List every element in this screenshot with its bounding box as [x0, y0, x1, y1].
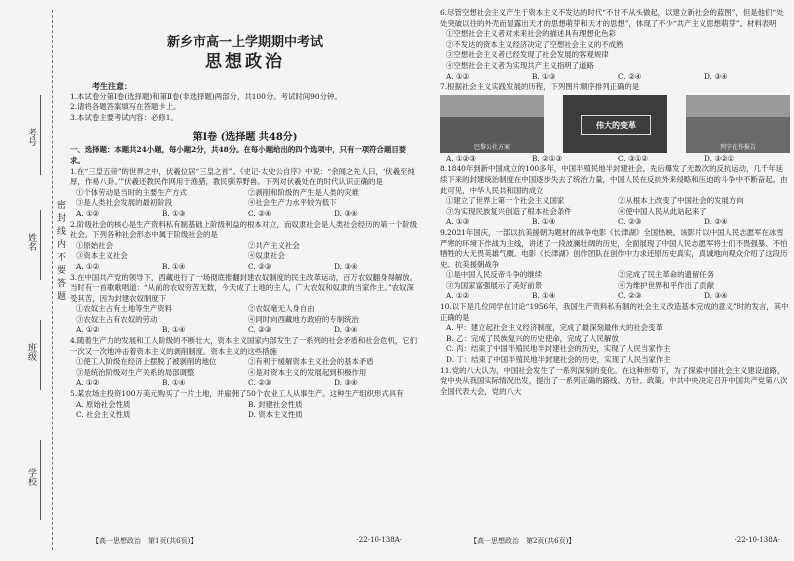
option: ④社会生产力水平较为低下 [248, 198, 337, 208]
choice-d: D. ③④ [704, 291, 728, 301]
choice-b: B. 乙：完成了民族复兴的历史使命，完成了人民解放 [446, 333, 619, 343]
question-11-stem: 11.党的八大认为，中国社会发生了一系列深刻的变化。在这种形势下，为了探索中国社会主义建设道路，党中央从我国实际情况出发，提出了一系列正确的路线、方针、政策。中共中央决定召开中国共产党第八次全国代表大会，党的八大 [440, 365, 788, 396]
choice-c: C. ③①② [618, 153, 648, 163]
choice-b: B. ①④ [162, 378, 186, 388]
choice-d: D. ②④ [704, 217, 728, 227]
photo-paris-commune: 巴黎公社方案 [440, 95, 544, 153]
choice-a: A. ①② [76, 378, 100, 388]
choice-c: C. ②③ [248, 378, 272, 388]
part1-title: 第Ⅰ卷 (选择题 共48分) [192, 132, 298, 144]
choice-c: C. ②③ [248, 325, 272, 335]
option: ③为国家富强展示了美好前景 [446, 280, 543, 290]
choice-b: B. ①④ [532, 217, 556, 227]
binding-margin [0, 0, 67, 561]
choice-d: D. 资本主义性质 [248, 410, 303, 420]
choice-c: C. ②④ [618, 71, 642, 81]
choice-c: C. 丙：结束了中国半殖民地半封建社会的历史，实现了人民当家作主 [446, 344, 671, 354]
footer-code: ·22-10-138A· [734, 536, 780, 544]
choice-a: A. ①② [76, 261, 100, 271]
option: ④奴隶社会 [248, 251, 285, 261]
choice-a: A. 原始社会性质 [76, 399, 131, 409]
option: ③农奴主占有农奴的劳动 [76, 314, 158, 324]
page-1 [70, 8, 420, 421]
question-6-stem: 6.尽管空想社会主义产生于资本主义不发达的时代“不甘不从头做起，以建立新社会的蓝图”，但是他们“处处突破以往的外壳而显露出天才的思想萌芽和天才的思想”，体现了不少“共产主义思想萌芽”。材料表明 [440, 8, 784, 28]
choice-b: B. ②①③ [532, 153, 563, 163]
choice-b: B. ①④ [162, 261, 186, 271]
choice-d: D. 丁：结束了中国半殖民地半封建社会的历史，实现了人民当家作主 [446, 355, 671, 365]
option: ④是对资本主义的发展起到积极作用 [248, 367, 367, 377]
question-10-stem: 10.以下是几位同学在讨论“1956年，我国生产资料私有制的社会主义改造基本完成的意义”时的发言，其中正确的是 [440, 302, 789, 322]
option: ④空想社会主义者为实现共产主义指明了道路 [446, 60, 594, 70]
choice-a: A. ①② [446, 291, 470, 301]
note-item: 3.本试卷主要考试内容：必修1。 [70, 112, 178, 122]
choice-d: D. ③④ [334, 325, 358, 335]
photo-great-change: 伟大的变革 [563, 95, 667, 153]
question-7-images [440, 95, 790, 153]
note-item: 2.请将各题答案填写在答题卡上。 [70, 102, 181, 112]
choice-c: C. ②③ [618, 291, 642, 301]
option: ②有利于缓解资本主义社会的基本矛盾 [248, 357, 374, 367]
exam-title: 新乡市高一上学期期中考试 [166, 35, 323, 50]
question-4-stem: 4.随着生产力的发展和工人阶级的不断壮大，资本主义国家内部发生了一系列的社会矛盾和社会危机，它们一次又一次地冲击着资本主义的剥削制度。资本主义的这些措施 [70, 336, 418, 356]
question-1-choices [70, 209, 420, 220]
school-label: 学校 [28, 469, 38, 488]
option: ③是人类社会发展的最初阶段 [76, 198, 173, 208]
option: ②剥削和阶级的产生是人类的灾难 [248, 187, 359, 197]
question-1-stem: 1.在“三皇五帝”的世界之中，伏羲位居“三皇之首”。《史记·太史公自序》中说：“余闻之先人曰，‘伏羲至纯厚，作易八卦。’”伏羲还教民作网用于渔猎，教民驯养野兽。下列对伏羲处在的时代认识正确的是 [70, 166, 415, 187]
option: ①个体劳动是当时的主要生产方式 [76, 187, 187, 197]
option: ②完成了民主革命的遗留任务 [618, 270, 715, 280]
choice-a: A. ①② [76, 325, 100, 335]
page-1-footer [92, 536, 402, 546]
choice-a: A. ①②③ [446, 153, 476, 163]
question-8-stem: 8.1840年到新中国成立的100多年，中国半殖民地半封建社会，先后爆发了无数次的反抗运动，几千年延续下来的封建统治制度在中国逐步失去了统治力量，中国人民在反抗外来侵略和压迫的斗争中不断奋起。由此可见，中华人民共和国的成立 [440, 164, 788, 195]
question-9-stem: 9.2021年国庆，一部以抗美援朝为题材的战争电影《长津湖》全国热映。该影片以中国人民志愿军在冰雪严寒的环境下作战为主线，讲述了一段波澜壮阔的历史，全面展现了中国人民志愿军将士们不畏强暴、不怕牺牲的大无畏英雄气概。电影《长津湖》创作团队在创作中力求还原历史真实，真诚地向观众介绍了这段历史。抗美援朝战争 [440, 227, 788, 269]
choice-b: B. 封建社会性质 [248, 399, 303, 409]
option: ①建立了世界上第一个社会主义国家 [446, 196, 565, 206]
option: ②从根本上改变了中国社会的发展方向 [618, 196, 744, 206]
choice-b: B. ①④ [162, 325, 186, 335]
notes-heading: 考生注意： [92, 81, 132, 91]
footer-page-label: 【高一思想政治 第1页(共6页)】 [92, 537, 198, 545]
option: ③空想社会主义者已经发现了社会发展的客观规律 [446, 50, 609, 60]
choice-c: C. ②③ [248, 261, 272, 271]
option: ④为维护世界和平作出了贡献 [618, 280, 715, 290]
question-3-stem: 3.在中国共产党的领导下，西藏进行了一场彻底推翻封建农奴制度的民主改革运动，百万农奴翻身得解放。当时有一首歌歌唱道：“从前的农奴穷苦无数，今天成了土地的主人，广大农奴和奴隶的当家作主。”农奴深受其苦，因为封建农奴制度下 [70, 272, 418, 303]
choice-c: C. ②③ [618, 217, 642, 227]
choice-a: A. ①③ [446, 217, 470, 227]
option: ①原始社会 [76, 240, 113, 250]
option: ①是中国人民反帝斗争的继续 [446, 270, 543, 280]
footer-code: ·22-10-138A· [356, 536, 402, 544]
choice-c: C. 社会主义性质 [76, 410, 131, 420]
choice-d: D. ③④ [704, 71, 728, 81]
choice-d: D. ③②① [704, 153, 735, 163]
seal-line [52, 10, 53, 550]
option: ②共产主义社会 [248, 240, 300, 250]
choice-c: C. ②④ [248, 208, 272, 218]
choice-b: B. ①④ [532, 291, 556, 301]
footer-page-label: 【高一思想政治 第2页(共6页)】 [470, 537, 576, 545]
part1-instructions: 一、选择题：本题共24小题，每小题2分，共48分。在每小题给出的四个选项中，只有一项符合题目要求。 [70, 145, 407, 165]
question-7-stem: 7.根据社会主义实践发展的历程，下列图片顺序排列正确的是 [440, 82, 640, 92]
school-line [40, 440, 41, 520]
choice-b: B. ①③ [532, 71, 556, 81]
option: ③是统治阶级对生产关系的局部调整 [76, 367, 195, 377]
question-2-stem: 2.阶级社会的核心是生产资料私有制基础上阶级利益的根本对立，而奴隶社会是人类社会经历的第一个阶级社会。下列各种社会形态中属于阶级社会的是 [70, 219, 418, 240]
page-2 [440, 8, 790, 397]
photo-lenin-report: 列宁在作报告 [686, 95, 790, 153]
note-item: 1.本试卷分第Ⅰ卷(选择题)和第Ⅱ卷(非选择题)两部分，共100分。考试时间90分钟。 [70, 91, 342, 101]
option: ④使中国人民从此站起来了 [618, 206, 707, 216]
name-line [40, 210, 41, 280]
page-2-footer [470, 536, 780, 546]
option: ①使工人阶级在经济上摆脱了被剥削的地位 [76, 357, 217, 367]
exam-number-line [40, 95, 41, 175]
question-5-stem: 5.某农场主投资100万美元购买了一片土地，并雇佣了50个农业工人从事生产。这种生产组织形式具有 [70, 389, 404, 399]
option: ③资本主义社会 [76, 251, 128, 261]
choice-d: D. ③④ [334, 208, 358, 218]
choice-a: A. 甲：建立起社会主义经济制度，完成了最深刻最伟大的社会变革 [446, 323, 663, 333]
option: ③为实现民族复兴创造了根本社会条件 [446, 206, 572, 216]
name-label: 姓名 [28, 234, 38, 253]
class-line [40, 320, 41, 390]
seal-warning: 密 封 线 内 不 要 答 题 [57, 201, 67, 302]
choice-d: D. ③④ [334, 261, 358, 271]
option: ①农奴主占有土地等生产资料 [76, 304, 173, 314]
choice-d: D. ③④ [334, 378, 358, 388]
question-1-options [70, 188, 420, 199]
exam-subject: 思想政治 [205, 52, 285, 72]
class-label: 班级 [28, 344, 38, 363]
exam-number-label: 考号 [28, 129, 38, 148]
choice-a: A. ①② [446, 71, 470, 81]
choice-b: B. ①③ [162, 208, 186, 218]
option: ②不发达的资本主义经济决定了空想社会主义的不成熟 [446, 39, 624, 49]
option: ②农奴毫无人身自由 [248, 304, 315, 314]
option: ④同时向西藏地方政府的专制统治 [248, 314, 359, 324]
option: ①空想社会主义者对未来社会的描述具有理想化色彩 [446, 29, 616, 39]
choice-a: A. ①② [76, 208, 100, 218]
